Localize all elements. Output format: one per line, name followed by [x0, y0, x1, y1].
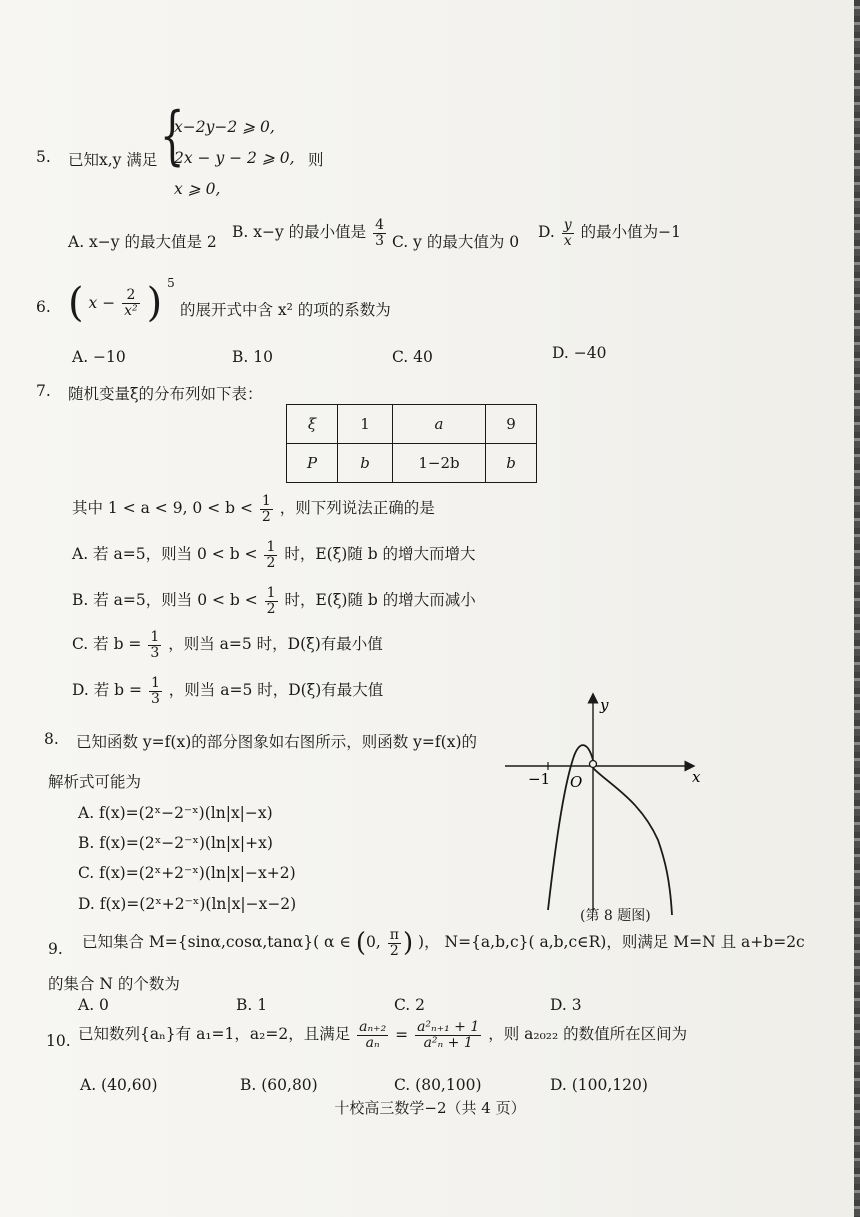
- option-d[interactable]: [538, 218, 681, 248]
- origin-label: O: [570, 773, 583, 791]
- question-stem-line-1: 已知函数 y=f(x)的部分图象如右图所示，则函数 y=f(x)的: [76, 733, 477, 751]
- option-c[interactable]: C. (80,100): [394, 1076, 482, 1094]
- option-a[interactable]: [72, 540, 476, 570]
- denominator: x: [563, 232, 572, 249]
- option-a-text: A. 若 a=5，则当 0 < b <: [72, 545, 258, 564]
- question-number: 6.: [36, 298, 51, 316]
- question-stem: 的展开式中含 x² 的项的系数为: [180, 301, 391, 319]
- option-b[interactable]: B. (60,80): [240, 1076, 318, 1094]
- y-axis-label: y: [600, 696, 609, 714]
- numerator: y: [563, 217, 572, 233]
- question-number: 9.: [48, 940, 63, 958]
- question-stem: [78, 1020, 687, 1050]
- table-cell: a: [393, 405, 486, 444]
- expr-part: x −: [88, 294, 116, 312]
- option-b-text: B. x−y 的最小值是: [232, 223, 367, 242]
- denominator: aₙ: [365, 1034, 380, 1051]
- curve-left-branch: [548, 745, 593, 910]
- option-a[interactable]: A. 0: [78, 996, 109, 1014]
- fraction: [388, 928, 401, 958]
- denominator: 3: [150, 690, 160, 707]
- fraction: [148, 630, 161, 660]
- page-footer: 十校高三数学−2（共 4 页）: [334, 1099, 526, 1117]
- equals-sign: =: [395, 1026, 409, 1045]
- option-b[interactable]: [72, 586, 476, 616]
- question-stem-end: 则: [308, 151, 324, 169]
- table-row: [287, 405, 537, 444]
- option-b[interactable]: B. 1: [236, 996, 268, 1014]
- denominator: 2: [266, 554, 276, 571]
- open-paren: (: [355, 928, 367, 959]
- condition-text: 其中 1 < a < 9, 0 < b <: [72, 499, 253, 518]
- question-stem-line-2: 的集合 N 的个数为: [48, 975, 180, 993]
- tick-label-neg-1: −1: [528, 770, 551, 788]
- function-graph: [500, 690, 715, 930]
- x-axis-label: x: [692, 768, 701, 786]
- numerator: 4: [375, 217, 385, 233]
- numerator: π: [389, 927, 399, 943]
- interval-lower: 0,: [366, 933, 381, 952]
- stem-text: 已知集合 M={sinα,cosα,tanα}( α ∈: [82, 933, 351, 952]
- distribution-table: [286, 404, 537, 483]
- condition-text-end: ，则下列说法正确的是: [279, 499, 435, 518]
- option-d[interactable]: [72, 676, 383, 706]
- stem-text-end: ，则 a₂₀₂₂ 的数值所在区间为: [488, 1025, 688, 1044]
- exponent: 5: [167, 275, 175, 290]
- option-d-text: 的最小值为−1: [580, 223, 681, 242]
- table-cell: 1: [338, 405, 393, 444]
- option-b-text-end: 时，E(ξ)随 b 的增大而减小: [284, 591, 476, 610]
- option-b[interactable]: B. 10: [232, 348, 273, 366]
- question-number: 10.: [46, 1032, 71, 1050]
- denominator: 2: [261, 508, 271, 525]
- option-b[interactable]: B. f(x)=(2ˣ−2⁻ˣ)(ln|x|+x): [78, 834, 273, 852]
- numerator: 1: [266, 585, 276, 601]
- option-c[interactable]: C. f(x)=(2ˣ+2⁻ˣ)(ln|x|−x+2): [78, 864, 296, 882]
- denominator: 3: [150, 644, 160, 661]
- option-d[interactable]: D. −40: [552, 344, 607, 362]
- curve-right-branch: [593, 768, 672, 915]
- option-c-text: C. 若 b =: [72, 635, 142, 654]
- denominator: 3: [375, 232, 385, 249]
- fraction: [122, 288, 140, 318]
- option-a[interactable]: A. f(x)=(2ˣ−2⁻ˣ)(ln|x|−x): [78, 804, 273, 822]
- fraction-rhs: [415, 1020, 481, 1050]
- system-brace: {: [160, 99, 185, 173]
- option-c[interactable]: C. 40: [392, 348, 433, 366]
- option-c-text-end: ，则当 a=5 时，D(ξ)有最小值: [168, 635, 383, 654]
- option-d-label: D.: [538, 223, 555, 242]
- option-d[interactable]: D. 3: [550, 996, 582, 1014]
- table-cell: 1−2b: [393, 444, 486, 483]
- fraction: [373, 218, 386, 248]
- table-cell: b: [338, 444, 393, 483]
- numerator: 2: [122, 288, 140, 304]
- fraction: [260, 494, 273, 524]
- numerator: 1: [266, 539, 276, 555]
- question-number: 8.: [44, 730, 59, 748]
- numerator: 1: [150, 629, 160, 645]
- right-paren: ): [146, 280, 163, 326]
- option-b[interactable]: [232, 218, 388, 248]
- question-stem-line-1: [82, 928, 805, 958]
- numerator: 1: [150, 675, 160, 691]
- option-d[interactable]: D. (100,120): [550, 1076, 648, 1094]
- binomial-expression: [68, 275, 175, 326]
- option-a-text-end: 时，E(ξ)随 b 的增大而增大: [284, 545, 476, 564]
- option-c[interactable]: C. 2: [394, 996, 426, 1014]
- option-b-text: B. 若 a=5，则当 0 < b <: [72, 591, 258, 610]
- fraction: [149, 676, 162, 706]
- condition: [72, 494, 435, 524]
- left-paren: (: [68, 280, 84, 326]
- fraction: [265, 586, 278, 616]
- option-d-text-end: ，则当 a=5 时，D(ξ)有最大值: [168, 681, 384, 700]
- option-a[interactable]: A. x−y 的最大值是 2: [68, 233, 217, 251]
- option-d[interactable]: D. f(x)=(2ˣ+2⁻ˣ)(ln|x|−x−2): [78, 895, 297, 913]
- option-a[interactable]: A. −10: [72, 348, 126, 366]
- figure-caption: (第 8 题图): [580, 908, 651, 924]
- option-d-text: D. 若 b =: [72, 681, 142, 700]
- question-stem: 已知x,y 满足: [68, 151, 158, 169]
- table-row: [287, 444, 537, 483]
- table-cell: P: [287, 444, 338, 483]
- table-cell: ξ: [287, 405, 338, 444]
- question-number: 5.: [36, 148, 51, 166]
- constraint-3: x ⩾ 0,: [174, 180, 221, 198]
- scan-edge: [854, 0, 860, 1217]
- stem-text: 已知数列{aₙ}有 a₁=1，a₂=2，且满足: [78, 1025, 351, 1044]
- numerator: aₙ₊₂: [359, 1019, 387, 1035]
- denominator: 2: [389, 942, 399, 959]
- question-stem: 随机变量ξ的分布列如下表：: [68, 385, 263, 403]
- option-c[interactable]: C. y 的最大值为 0: [392, 233, 520, 251]
- option-a[interactable]: A. (40,60): [80, 1076, 158, 1094]
- denominator: a²ₙ + 1: [423, 1034, 473, 1051]
- table-cell: b: [486, 444, 537, 483]
- constraint-1: x−2y−2 ⩾ 0,: [174, 118, 275, 136]
- open-point: [590, 761, 597, 768]
- denominator: x²: [124, 302, 138, 319]
- stem-text-end: )， N={a,b,c}( a,b,c∈R)，则满足 M=N 且 a+b=2c: [418, 933, 805, 952]
- numerator: a²ₙ₊₁ + 1: [417, 1019, 480, 1035]
- question-stem-line-2: 解析式可能为: [48, 773, 142, 791]
- fraction: [264, 540, 277, 570]
- constraint-2: 2x − y − 2 ⩾ 0,: [174, 149, 295, 167]
- table-cell: 9: [486, 405, 537, 444]
- denominator: 2: [266, 600, 276, 617]
- option-c[interactable]: [72, 630, 383, 660]
- numerator: 1: [261, 493, 271, 509]
- close-paren: ): [402, 928, 414, 959]
- question-number: 7.: [36, 382, 51, 400]
- fraction: [562, 218, 574, 248]
- fraction-lhs: [357, 1020, 388, 1050]
